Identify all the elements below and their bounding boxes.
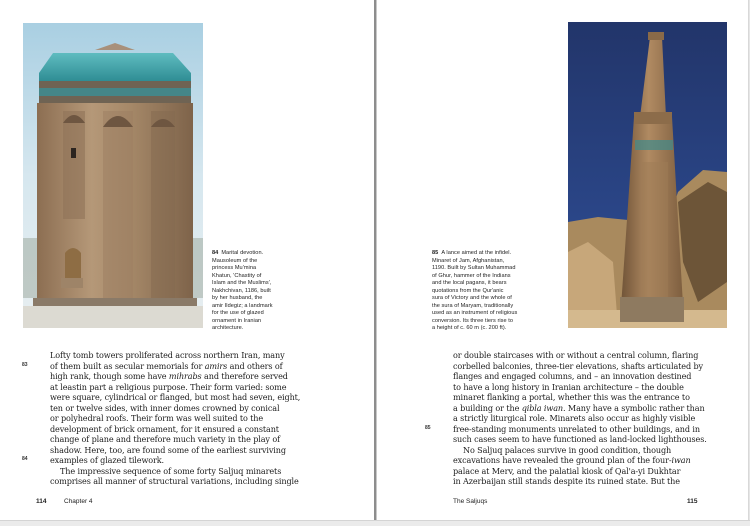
text-line: No Saljuq palaces survive in good condition, though [463,444,672,455]
text-line: comprises all manner of structural variations, including single [50,476,299,486]
figure-number: 85 [432,250,439,256]
text-line: at leastin part a religious purpose. Their form varied: some [50,381,287,392]
text-line: such cases seem to have functioned as land-locked lighthouses. [453,434,707,444]
tomb-tower-image [23,23,203,328]
running-head: Chapter 4 [64,498,93,505]
text-line: change of plane and therefore much variety in the play of [50,434,280,444]
running-head: The Saljuqs [453,498,488,505]
text-line: were square, cylindrical or flanged, but most had seven, eight, [50,392,301,402]
text-line: corbelled balconies, three-tier elevations, shafts articulated by [453,360,703,371]
figure-84-caption: 84 Marital devotion. Mausoleum of the princess Mu'mina Khatun, 'Chastity of Islam and the Muslims', Nakhchivan, 1186, built by her husband, the amir Ildegiz; a landmark for the use of glazed ornament in Iranian architecture. [212,250,273,332]
text-line: or double staircases with or without a central column, flaring [453,350,699,360]
margin-figure-ref: 85 [425,425,431,431]
page-number: 115 [687,498,698,505]
text-line: palace at Merv, and the palatial kiosk of Qal'a-yi Dukhtar [453,465,681,476]
figure-85-photo [568,22,727,328]
text-line: high rank, though some have mihrabs and therefore served [50,371,288,381]
text-line: minaret flanking a portal, whether this was the entrance to [453,392,690,402]
text-line: The impressive sequence of some forty Saljuq minarets [60,465,282,476]
text-line: free-standing monuments unrelated to other buildings, and in [453,423,700,434]
text-line: development of brick ornament, for it ensured a constant [50,423,279,434]
figure-85-caption: 85 A lance aimed at the infidel. Minaret of Jam, Afghanistan, 1190. Built by Sultan Muhammad of Ghur, hammer of the Indians and the local pagans, it bears quotations from the Qur'anic sura of Victory and the whole of the sura of Maryam, traditionally used as an instrument of religious conversion. Its three tiers rise to a height of c. 60 m (c. 200 ft). [432,250,518,332]
text-line: flanges and engaged columns, and – an innovation destined [453,371,692,381]
text-line: excavations have revealed the ground plan of the four-iwan [453,455,691,465]
text-line: in Azerbaijan still stands despite its ruined state. But the [453,476,680,486]
figure-number: 84 [212,250,219,256]
text-line: examples of glazed tilework. [50,455,164,465]
text-line: shadow. Here, too, are found some of the earliest surviving [50,444,286,455]
text-line: a building or the qibla iwan. Many have a symbolic rather than [453,402,705,413]
right-body-text [453,350,743,487]
text-line: or polyhedral roofs. Their form was well suited to the [50,413,264,423]
page-bottom-edge [0,520,750,526]
page-number: 114 [36,498,47,505]
text-line: of them built as secular memorials for amirs and others of [50,360,283,371]
margin-figure-ref: 83 [22,362,28,368]
left-body-text [50,350,340,487]
minaret-image [568,22,727,328]
text-line: a strictly liturgical role. Minarets also occur as highly visible [453,413,696,423]
margin-figure-ref: 84 [22,456,28,462]
text-line: to have a long history in Iranian architecture – the double [453,381,684,392]
text-line: Lofty tomb towers proliferated across northern Iran, many [50,350,285,360]
figure-84-photo [23,23,203,328]
text-line: ten or twelve sides, with inner domes crowned by conical [50,402,280,413]
